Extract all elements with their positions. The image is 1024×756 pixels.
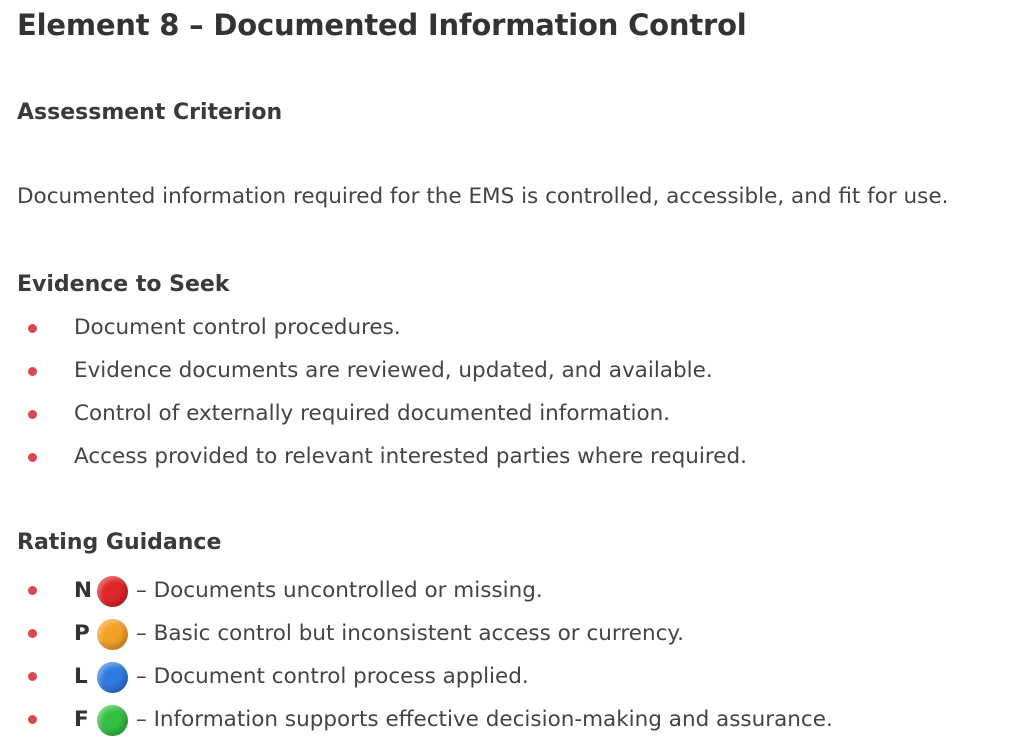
page-title: Element 8 – Documented Information Control	[17, 8, 747, 42]
bullet-icon	[28, 453, 37, 462]
orange-circle-icon	[97, 619, 128, 650]
bullet-icon	[28, 586, 37, 595]
assessment-text: Documented information required for the EMS is controlled, accessible, and fit for use.	[17, 184, 949, 209]
evidence-heading: Evidence to Seek	[17, 272, 230, 297]
rating-text: – Information supports effective decision-making and assurance.	[136, 707, 833, 732]
rating-letter: P	[74, 621, 90, 646]
evidence-item-text: Document control procedures.	[74, 315, 401, 340]
rating-letter: F	[74, 707, 89, 732]
assessment-heading: Assessment Criterion	[17, 100, 283, 125]
bullet-icon	[28, 324, 37, 333]
red-circle-icon	[97, 576, 128, 607]
rating-heading: Rating Guidance	[17, 530, 222, 555]
rating-text: – Document control process applied.	[136, 664, 529, 689]
evidence-item-text: Evidence documents are reviewed, updated, and available.	[74, 358, 713, 383]
rating-text: – Basic control but inconsistent access or currency.	[136, 621, 684, 646]
bullet-icon	[28, 629, 37, 638]
bullet-icon	[28, 715, 37, 724]
evidence-item-text: Control of externally required documented information.	[74, 401, 671, 426]
rating-letter: L	[74, 664, 88, 689]
rating-letter: N	[74, 578, 92, 603]
green-circle-icon	[97, 705, 128, 736]
bullet-icon	[28, 672, 37, 681]
blue-circle-icon	[97, 662, 128, 693]
rating-text: – Documents uncontrolled or missing.	[136, 578, 543, 603]
evidence-item-text: Access provided to relevant interested parties where required.	[74, 444, 747, 469]
bullet-icon	[28, 367, 37, 376]
bullet-icon	[28, 410, 37, 419]
